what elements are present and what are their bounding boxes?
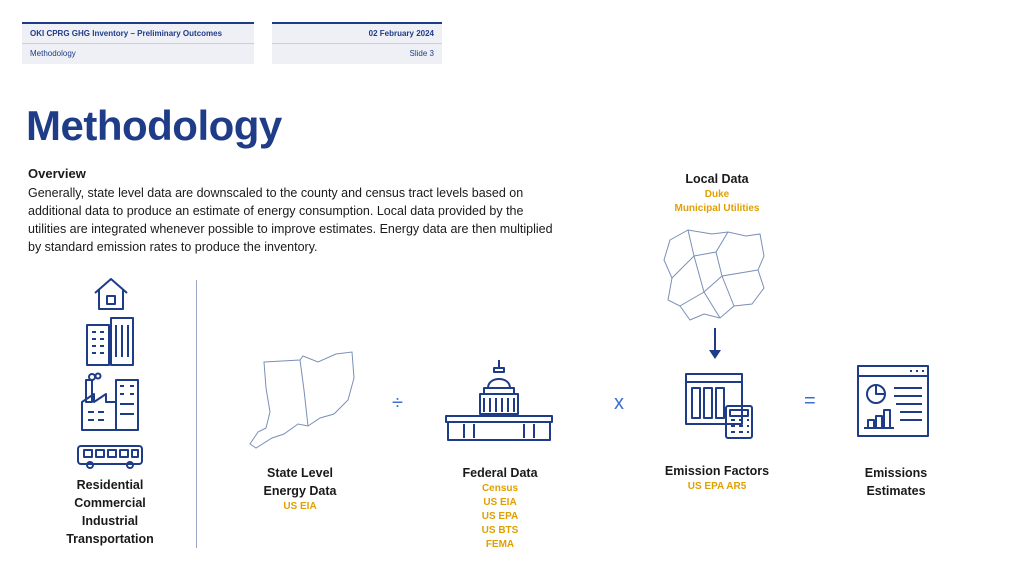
federal-data-label <box>440 464 560 552</box>
federal-source-usbts: US BTS <box>481 525 519 536</box>
state-title-line2: Energy Data <box>263 484 337 498</box>
arrow-down-icon <box>708 328 722 360</box>
state-source-useia: US EIA <box>283 501 317 512</box>
estimates-title-line2: Estimates <box>866 484 926 498</box>
sector-commercial: Commercial <box>74 496 146 510</box>
calculator-spreadsheet-icon <box>684 372 756 440</box>
state-data-label <box>240 464 360 514</box>
house-icon <box>92 276 130 312</box>
header-left <box>22 22 254 64</box>
deck-title: OKI CPRG GHG Inventory – Preliminary Outcomes <box>30 29 223 38</box>
header-right <box>272 22 442 64</box>
page-title: Methodology <box>26 102 282 149</box>
office-buildings-icon <box>84 315 136 367</box>
capitol-icon <box>444 358 554 442</box>
federal-source-census: Census <box>481 483 519 494</box>
sector-list <box>40 476 180 548</box>
local-source-duke: Duke <box>704 189 730 200</box>
date-label: 02 February 2024 <box>368 29 434 38</box>
divide-operator: ÷ <box>392 392 403 414</box>
sector-transportation: Transportation <box>66 532 154 546</box>
county-map-icon <box>660 226 770 322</box>
section-name: Methodology <box>30 49 76 58</box>
emissions-estimates-label <box>836 464 956 500</box>
estimates-title-line1: Emissions <box>864 466 928 480</box>
slide-number: Slide 3 <box>409 49 434 58</box>
local-data-label <box>652 170 782 216</box>
section-divider <box>196 280 197 548</box>
federal-source-fema: FEMA <box>485 539 515 550</box>
equals-operator: = <box>804 390 816 412</box>
bus-icon <box>76 444 144 470</box>
state-title-line1: State Level <box>266 466 333 480</box>
overview-body: Generally, state level data are downscaled to the county and census tract levels based on additional data to produce an estimate of energy consumption. Local data provided by the utilities are integrated whenever possible to improve estimates. Energy data are then multiplied by standard emission rates to produce the inventory. <box>28 186 553 254</box>
report-chart-icon <box>856 364 930 438</box>
emission-factors-label <box>652 462 782 494</box>
overview-heading: Overview <box>28 166 86 181</box>
state-map-icon <box>248 348 358 452</box>
sector-industrial: Industrial <box>81 514 139 528</box>
local-source-municipal: Municipal Utilities <box>674 203 760 214</box>
federal-title: Federal Data <box>462 466 538 480</box>
federal-source-useia: US EIA <box>483 497 517 508</box>
federal-source-usepa: US EPA <box>481 511 519 522</box>
emission-factors-title: Emission Factors <box>664 464 770 478</box>
emission-factors-source: US EPA AR5 <box>687 481 747 492</box>
factory-icon <box>80 372 142 432</box>
multiply-operator: x <box>614 392 624 414</box>
local-title: Local Data <box>685 172 749 186</box>
sector-residential: Residential <box>76 478 144 492</box>
